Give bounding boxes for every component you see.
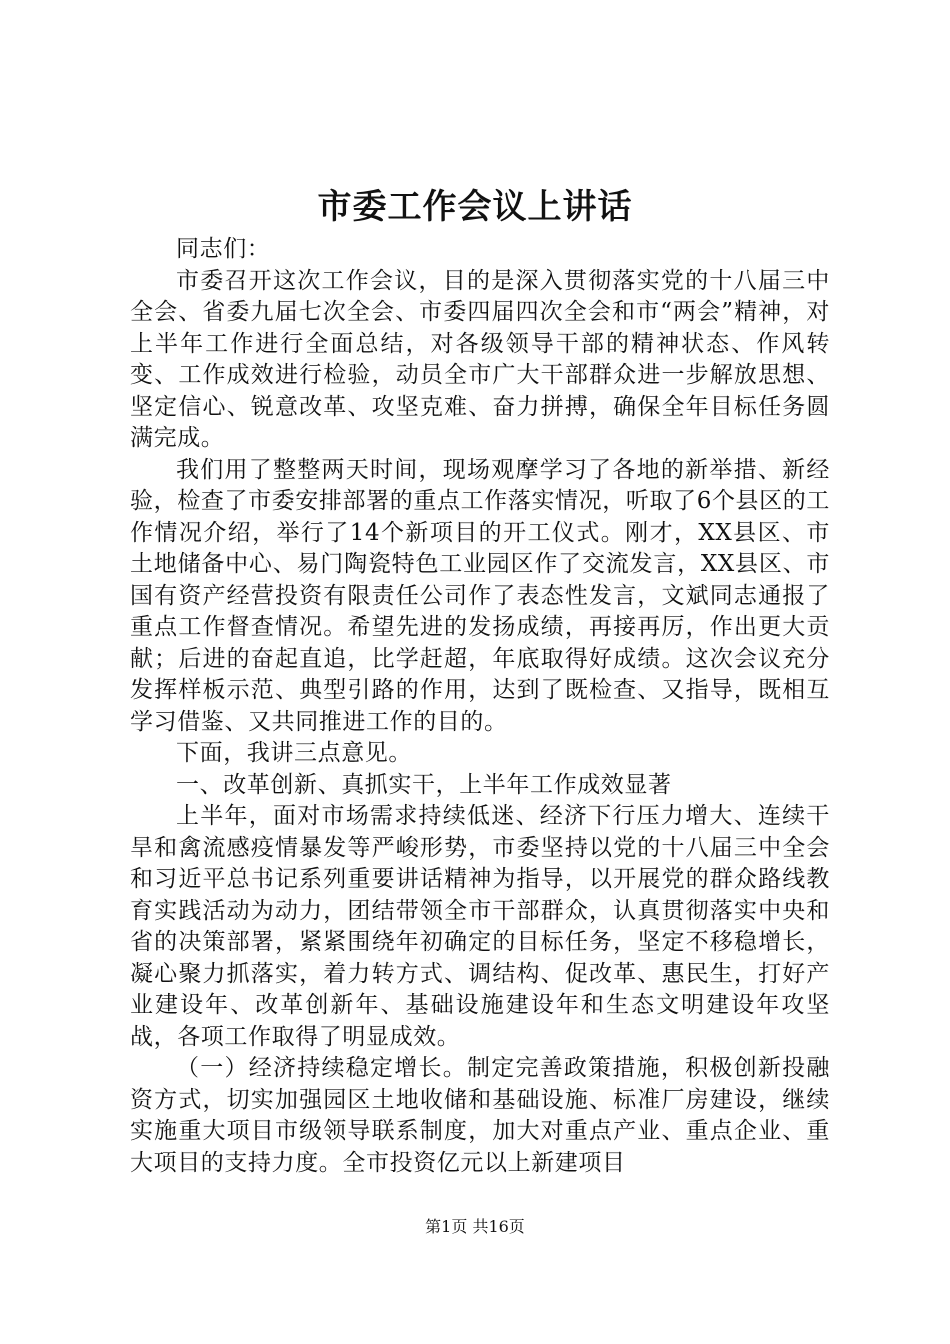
section-heading-1: 一、改革创新、真抓实干，上半年工作成效显著: [176, 771, 672, 798]
document-body: [130, 234, 830, 1179]
paragraph-economy: （一）经济持续稳定增长。制定完善政策措施，积极创新投融资方式，切实加强园区土地收储和基础设施、标准厂房建设，继续实施重大项目市级领导联系制度，加大对重点产业、重点企业、重大项目的支持力度。全市投资亿元以上新建项目: [130, 1055, 830, 1176]
page-footer: 第1页 共16页: [425, 1217, 525, 1236]
paragraph-purpose: 市委召开这次工作会议，目的是深入贯彻落实党的十八届三中全会、省委九届七次全会、市委四届四次全会和市“两会”精神，对上半年工作进行全面总结，对各级领导干部的精神状态、作风转变、工作成效进行检验，动员全市广大干部群众进一步解放思想、坚定信心、锐意改革、攻坚克难、奋力拼搏，确保全年目标任务圆满完成。: [130, 267, 830, 451]
document-title: 市委工作会议上讲话: [317, 187, 633, 227]
paragraph-review: 我们用了整整两天时间，现场观摩学习了各地的新举措、新经验，检查了市委安排部署的重点工作落实情况，听取了6个县区的工作情况介绍，举行了14个新项目的开工仪式。刚才，XX县区、市土地储备中心、易门陶瓷特色工业园区作了交流发言，XX县区、市国有资产经营投资有限责任公司作了表态性发言，文斌同志通报了重点工作督查情况。希望先进的发扬成绩，再接再厉，作出更大贡献；后进的奋起直追，比学赶超，年底取得好成绩。这次会议充分发挥样板示范、典型引路的作用，达到了既检查、又指导，既相互学习借鉴、又共同推进工作的目的。: [130, 456, 830, 735]
paragraph-intro: 下面，我讲三点意见。: [176, 740, 412, 766]
salutation: 同志们：: [176, 236, 271, 262]
paragraph-first-half: 上半年，面对市场需求持续低迷、经济下行压力增大、连续干旱和禽流感疫情暴发等严峻形势，市委坚持以党的十八届三中全会和习近平总书记系列重要讲话精神为指导，以开展党的群众路线教育实践活动为动力，团结带领全市干部群众，认真贯彻落实中央和省的决策部署，紧紧围绕年初确定的目标任务，坚定不移稳增长，凝心聚力抓落实，着力转方式、调结构、促改革、惠民生，打好产业建设年、改革创新年、基础设施建设年和生态文明建设年攻坚战，各项工作取得了明显成效。: [130, 803, 830, 1050]
